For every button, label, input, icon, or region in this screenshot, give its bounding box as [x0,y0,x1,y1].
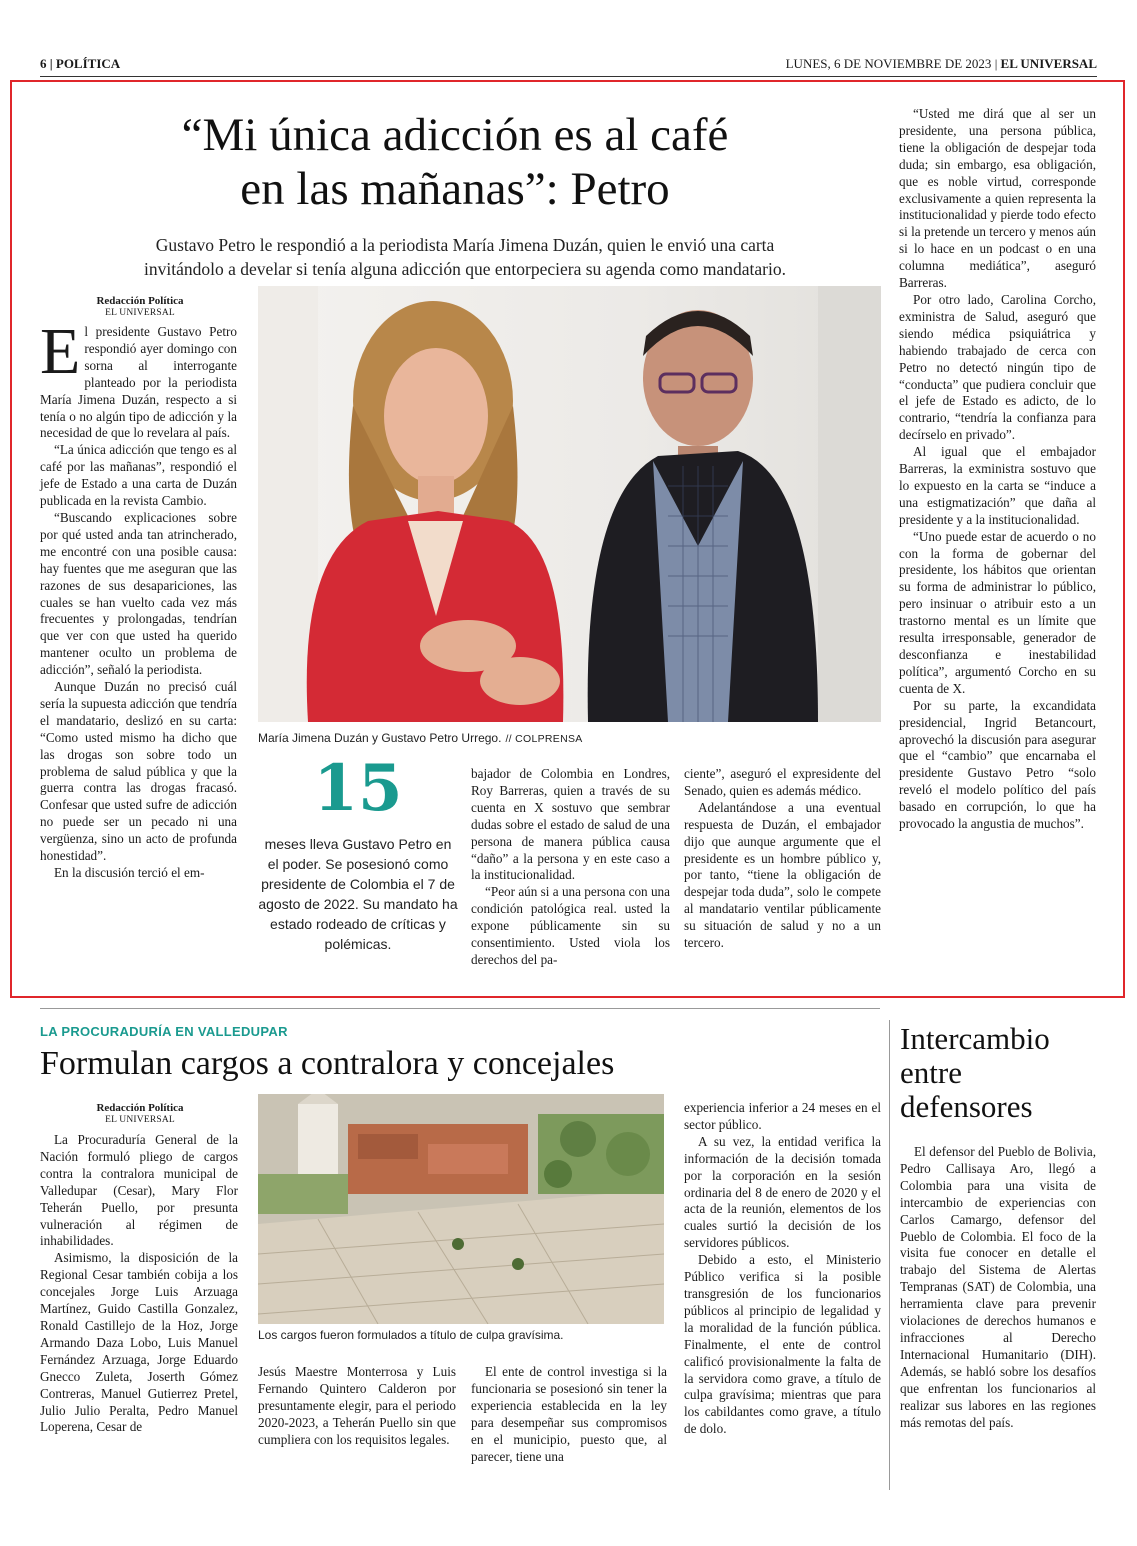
photo-valledupar-aerial [258,1094,664,1324]
sidebar-title-line: Intercambio [900,1021,1050,1056]
byline-paper: EL UNIVERSAL [105,308,175,318]
article1-column-5 [899,106,1096,833]
header-left: 6 | POLÍTICA [40,56,121,71]
photo-caption [258,731,881,745]
section-name: POLÍTICA [55,56,121,71]
deck-line-2: invitándolo a develar si tenía alguna adicción que entorpeciera su agenda como mandatario. [144,259,786,279]
article1-column-1 [40,315,237,882]
photo-credit: // COLPRENSA [505,733,583,745]
paragraph: Asimismo, la disposición de la Regional Cesar también cobija a los concejales Jorge Luis Arzuaga Martínez, Guido Castilla Gonzalez, Ronald Castillejo de la Hoz, Jorge Armando Daza Lobo, Luis Manuel Fernández Arzuaga, Jorge Eduardo Gnecco Zuleta, Joserth Gómez Contreras, Manuel Gutierrez Pretel, Julio Julio Peralta, Pedro Manuel Loperena, Cesar de [40,1250,238,1435]
paragraph: “Peor aún si a una persona con una condición patológica real. usted la expone públicamente sin su consentimiento. Usted viola los derechos del pa- [471,884,670,967]
article1-column-3 [471,766,670,969]
paragraph: La Procuraduría General de la Nación formuló pliego de cargos contra la contralora municipal de Valledupar (Cesar), Mary Flor Teherán Puello, por presunta vulneración al régimen de inhabilidades. [40,1132,238,1249]
paragraph: experiencia inferior a 24 meses en el sector público. [684,1100,881,1132]
article2-column-4 [684,1100,881,1438]
paragraph: El presidente Gustavo Petro respondió ayer domingo con sorna al interrogante planteado por la periodista María Jimena Duzán, respecto a si tenía o no algún tipo de adicción y la necesidad de que lo revelara al país. [40,315,237,441]
paragraph: A su vez, la entidad verifica la información de la decisión tomada por la corporación en la sesión ordinaria del 8 de enero de 2020 y el acta de la reunión, elementos de los cuales surtió la decisión de los servidores públicos. [684,1133,881,1251]
sidebar-body [900,1144,1096,1431]
page-header [40,54,1097,77]
article2-photo [258,1094,664,1324]
stat-text: meses lleva Gustavo Petro en el poder. Se posesionó como presidente de Colombia el 7 de agosto de 2022. Su mandato ha estado rodeado de críticas y polémicas. [258,836,458,952]
article2-photo-caption: Los cargos fueron formulados a título de culpa gravísima. [258,1328,564,1342]
paragraph: “Buscando explicaciones sobre por qué usted anda tan atrincherado, me encontré con una posible causa: hay fuentes que me aseguran que las razones de sus desapariciones, las cuales se han vuelto cada vez más frecuentes y prolongadas, tendrían que ver con que usted ha querido mantener oculto un problema de adicción”, señaló la periodista. [40,509,237,678]
sidebar-headline[interactable] [900,1022,1100,1124]
paragraph: En la discusión terció el em- [54,865,205,880]
paragraph: El defensor del Pueblo de Bolivia, Pedro Callisaya Aro, llegó a Colombia para una visita de intercambio de experiencias con Carlos Camargo, defensor del Pueblo de Colombia. El foco de la visita fue conocer en detalle el trabajo del Sistema de Alertas Tempranas (SAT) de Colombia, una herramienta clave para prevenir violaciones de derechos humanos e infracciones al Derecho Internacional Humanitario (DIH). Además, se habló sobre los desafíos que enfrentan los funcionarios al realizar sus labores en las regiones más remotas del país. [900,1144,1096,1430]
photo-duzan-petro [258,286,881,722]
caption-text: María Jimena Duzán y Gustavo Petro Urrego. [258,731,502,745]
article2-headline[interactable]: Formulan cargos a contralora y concejales [40,1045,615,1082]
paragraph: El ente de control investiga si la funcionaria se posesionó sin tener la experiencia establecida en la ley para desempeñar sus compromisos en el municipio, puesto que, al parecer, tiene una [471,1364,667,1464]
newspaper-name: EL UNIVERSAL [1000,56,1097,71]
paragraph: Debido a esto, el Ministerio Público verifica si la posible transgresión de los funcionarios públicos al principio de legalidad y la moralidad de la función pública. Finalmente, el ente de control calificó provisionalmente la falta de la servidora como grave, a título de culpa gravísima; mientras que para los cabildantes como grave, a título de dolo. [684,1252,881,1437]
paragraph: “Usted me dirá que al ser un presidente, una persona pública, tiene la obligación de despejar toda duda; sin embargo, esa obligación, que es noble virtud, corresponde exclusivamente a quien representa la institucionalidad y pierde todo efecto si la pretende un tercero y menos aún si lo hace en un podcast o en una columna mediática”, aseguró Barreras. [899,106,1096,291]
drop-cap: E [40,315,81,388]
article2-column-3 [471,1364,667,1465]
deck-line-1: Gustavo Petro le respondió a la periodista María Jimena Duzán, quien le envió una carta [155,235,775,255]
main-photo [258,286,881,722]
paragraph: bajador de Colombia en Londres, Roy Barreras, quien a través de su cuenta en X sostuvo que sembrar dudas sobre el estado de salud de una persona de manera pública causa “daño” a la persona y en este caso a la institucionalidad. [471,766,670,883]
paragraph: Jesús Maestre Monterrosa y Luis Fernando Quintero Calderon por presuntamente elegir, para el periodo 2020-2023, a Teherán Puello sin que cumpliera con los requisitos legales. [258,1364,456,1447]
paragraph: Adelantándose a una eventual respuesta de Duzán, el embajador dijo que aunque argumente que el presidente es un hombre público y, por tanto, “tiene la obligación de despejar toda duda”, solo le compete al mandatario ventilar públicamente su situación de salud y no a un tercero. [684,799,881,951]
paragraph: “Uno puede estar de acuerdo o no con la forma de gobernar del presidente, los hábitos que orientan su forma de administrar lo público, pero insinuar o atribuir esto a un trastorno mental es un límite que resulta irresponsable, generador de desconfianza e inestabilidad política”, argumentó Corcho en su cuenta de X. [899,528,1096,696]
paragraph: Por su parte, la excandidata presidencial, Ingrid Betancourt, aprovechó la discusión para asegurar que el “cambio” que encarnaba el presidente Gustavo Petro “solo reveló el modelo político del país basado en corrupción, lo que ha provocado la angustia de muchos”. [899,697,1096,832]
article2-kicker: LA PROCURADURÍA EN VALLEDUPAR [40,1024,288,1039]
stat-number: 15 [313,751,403,826]
issue-date: LUNES, 6 DE NOVIEMBRE DE 2023 [785,56,992,71]
paragraph: Al igual que el embajador Barreras, la exministra sostuvo que lo expuesto en la carta se “induce a una estigmatización” que daña al presidente y a la institucionalidad. [899,444,1096,527]
byline-author: Redacción Política [96,1102,184,1114]
section-divider [40,1008,880,1009]
article1-column-4 [684,766,881,952]
byline-paper: EL UNIVERSAL [105,1115,175,1125]
page-number: 6 [40,56,47,71]
header-right: LUNES, 6 DE NOVIEMBRE DE 2023 | EL UNIVERSAL [785,56,1097,71]
article2-column-1 [40,1132,238,1436]
headline-line-1: “Mi única adicción es al café [181,109,729,161]
sidebar-title-line: defensores [900,1089,1033,1124]
sidebar-divider [889,1020,890,1490]
article-headline[interactable] [70,108,840,216]
article2-column-2 [258,1364,456,1449]
article2-byline [40,1102,240,1126]
paragraph: ciente”, aseguró el expresidente del Senado, quien es además médico. [684,766,881,798]
byline-author: Redacción Política [96,295,184,307]
headline-line-2: en las mañanas”: Petro [240,163,670,215]
article-deck [85,233,845,281]
sidebar-title-line: entre [900,1055,962,1090]
paragraph: “La única adicción que tengo es al café por las mañanas”, respondió el jefe de Estado a una carta de Duzán publicada en la revista Cambio. [40,442,237,509]
paragraph: Por otro lado, Carolina Corcho, exministra de Salud, aseguró que siendo médica psiquiátrica y habiendo trabajado de cerca con Petro no detectó ningún tipo de “conducta” que pudiera concluir que el jefe de Estado es adicto, de lo contrario, “tendría la confianza para decírselo en privado”. [899,291,1096,443]
paragraph: Aunque Duzán no precisó cuál sería la supuesta adicción que tendría el mandatario, deslizó en su carta: “Como usted mismo ha dicho que las drogas son sobre todo un problema de salud pública y que la guerra contra las drogas fracasó. Confesar que usted sufre de adicción no puede ser un pecado ni una vergüenza, sino un acto de profunda honestidad”. [40,679,237,864]
